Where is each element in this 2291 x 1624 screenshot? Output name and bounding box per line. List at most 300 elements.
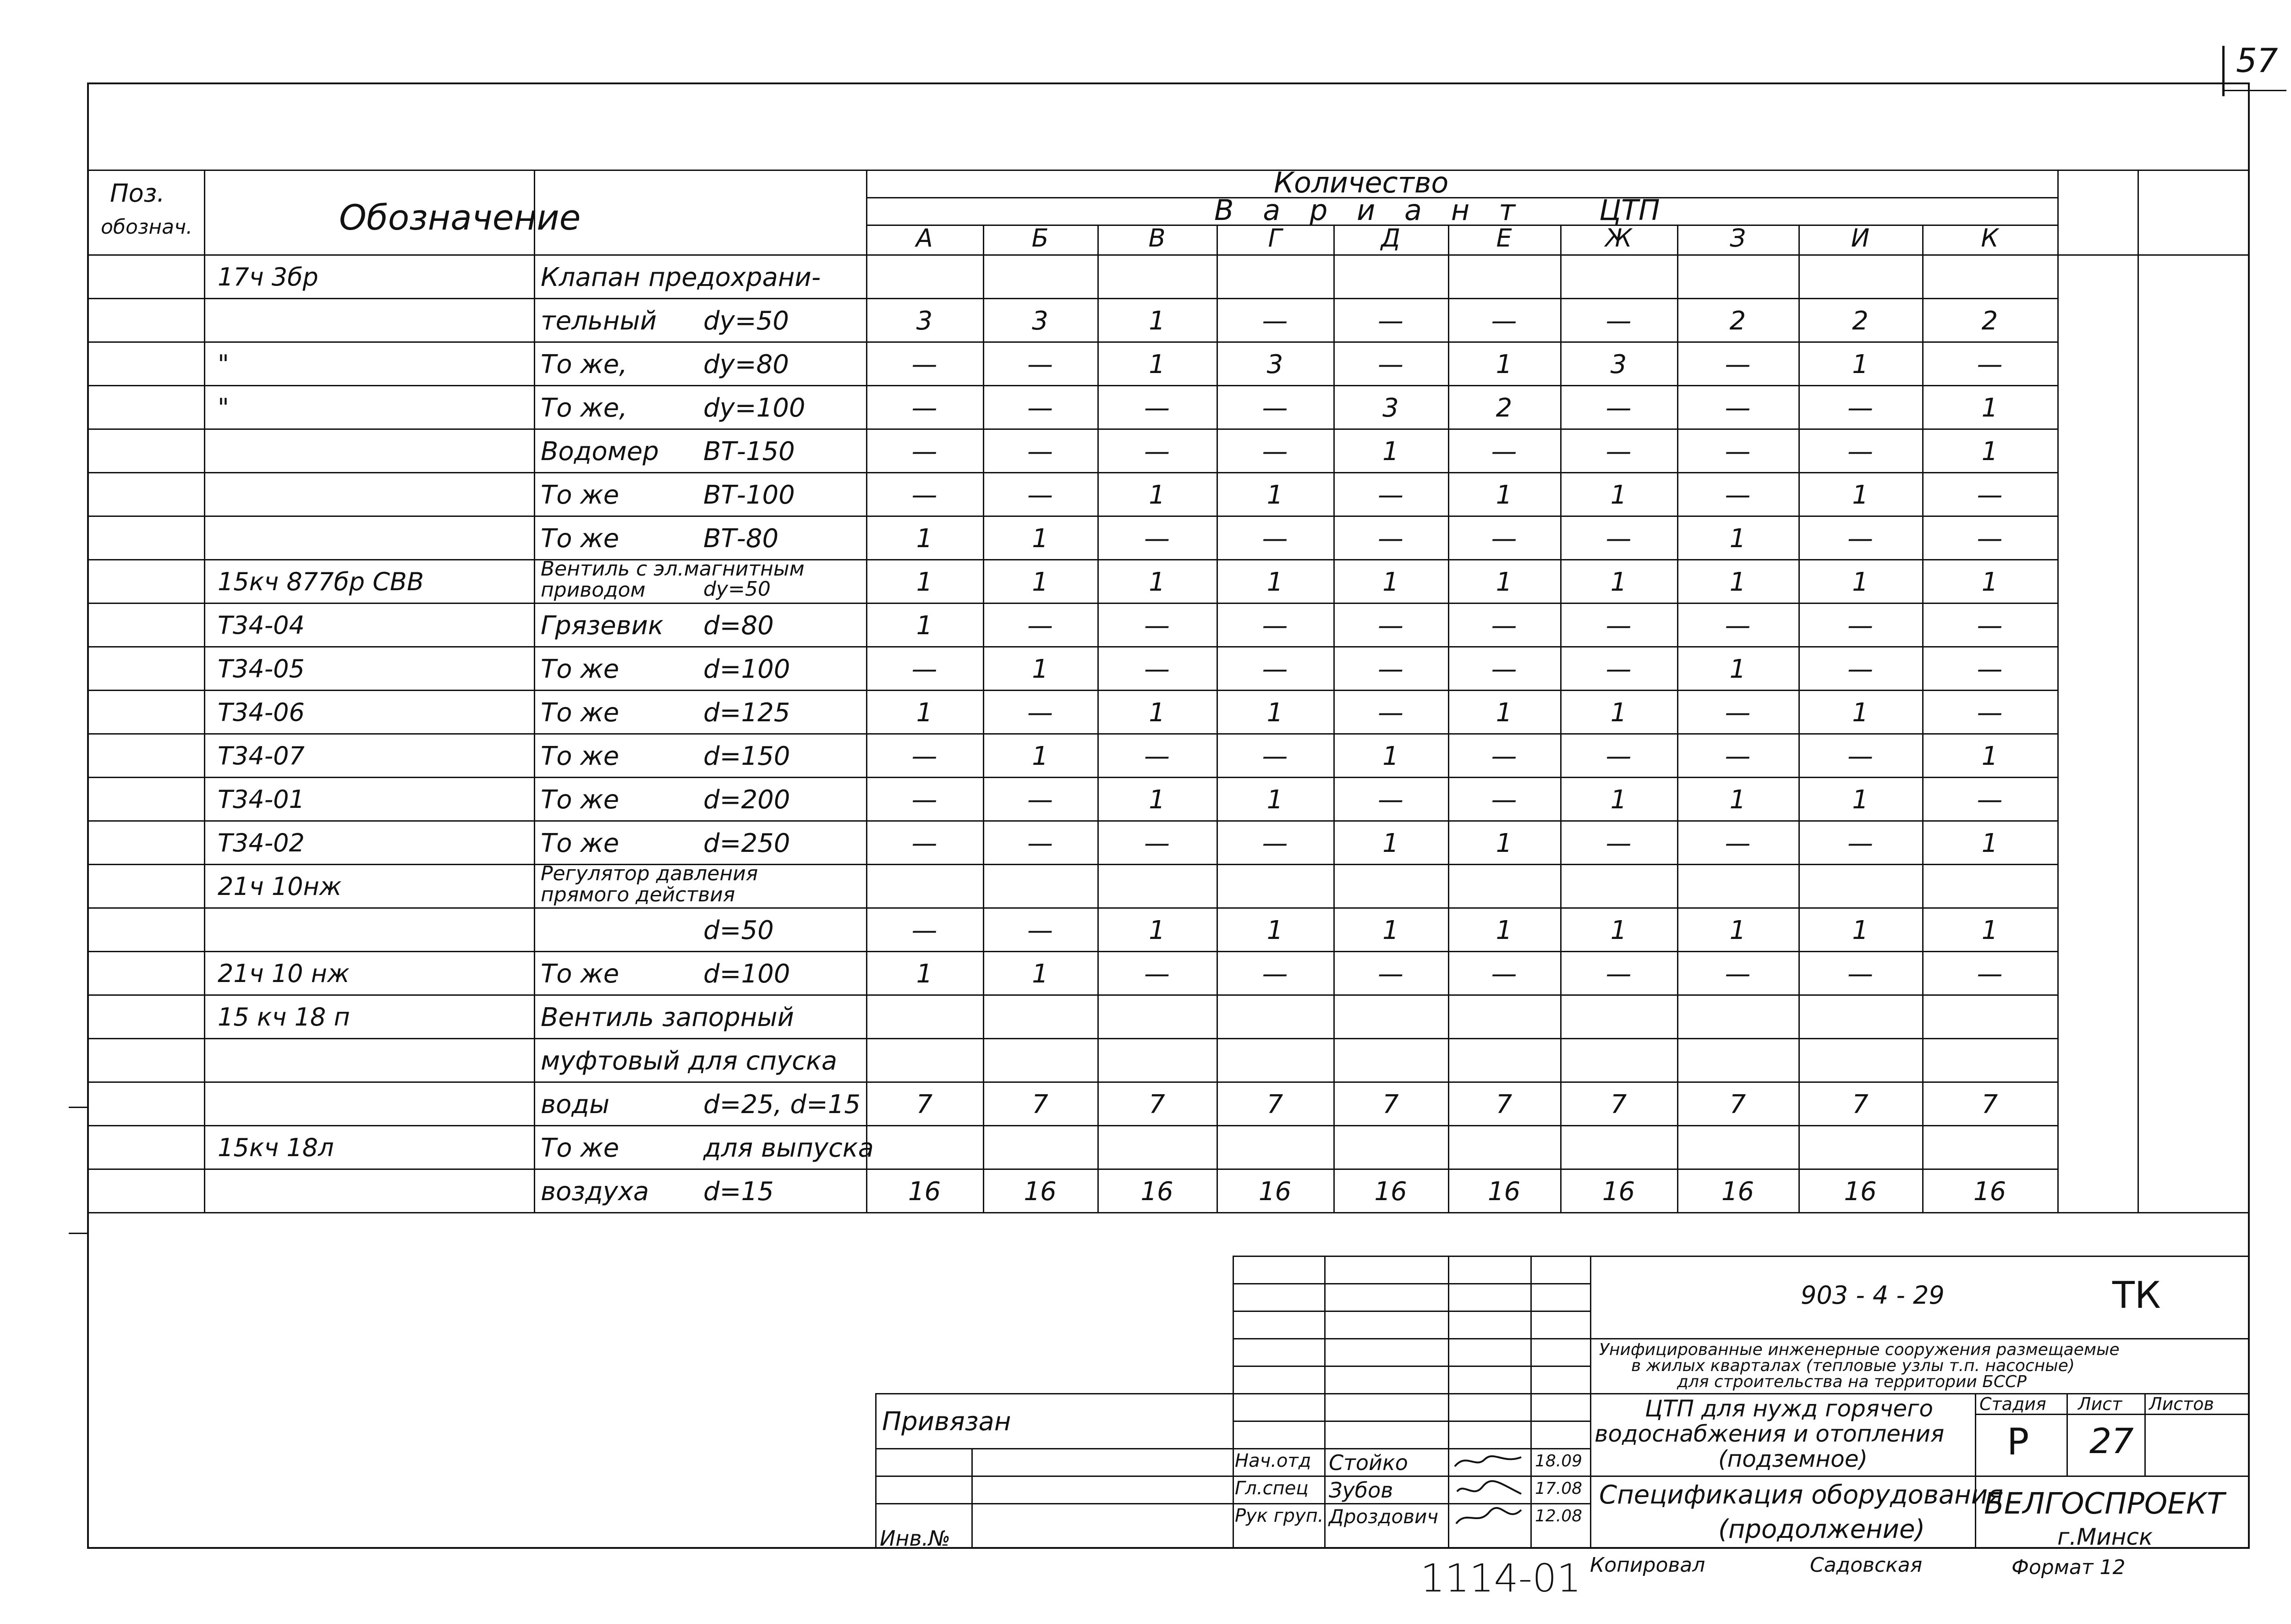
organization: БЕЛГОСПРОЕКТ — [1984, 1487, 2225, 1521]
table-row — [87, 559, 2057, 603]
sheets-label: Листов — [2149, 1394, 2214, 1414]
table-row — [87, 820, 2057, 864]
row-spec: dу=80 — [703, 350, 789, 379]
quantity-cell: 16 — [1602, 1177, 1635, 1207]
quantity-cell: — — [1378, 785, 1403, 815]
title-block — [87, 1256, 2250, 1549]
tb-line — [1233, 1366, 1590, 1367]
quantity-cell: — — [1378, 306, 1403, 336]
table-row — [87, 777, 2057, 820]
table-row — [87, 472, 2057, 516]
quantity-cell: — — [1491, 306, 1517, 336]
quantity-cell: 7 — [1496, 1090, 1513, 1119]
table-row — [87, 864, 2057, 907]
quantity-cell: 16 — [1487, 1177, 1521, 1207]
quantity-cell: 7 — [1852, 1090, 1869, 1119]
object-line-2: водоснабжения и отопления — [1595, 1421, 1945, 1447]
quantity-cell: 1 — [1852, 916, 1869, 945]
quantity-cell: 16 — [1973, 1177, 2006, 1207]
quantity-cell: — — [911, 393, 937, 423]
quantity-cell: — — [1027, 350, 1053, 379]
tb-line — [1233, 1393, 1590, 1394]
quantity-cell: 1 — [1852, 480, 1869, 510]
quantity-cell: — — [911, 916, 937, 945]
quantity-cell: 1 — [1852, 698, 1869, 728]
row-name: То же — [541, 698, 619, 728]
quantity-cell: 7 — [1032, 1090, 1048, 1119]
table-row — [87, 646, 2057, 690]
tb-line — [1233, 1448, 1590, 1449]
header-quantity: Количество — [1274, 166, 1449, 199]
bound-label: Привязан — [882, 1407, 1011, 1437]
row-name: То же — [541, 654, 619, 684]
quantity-cell: 2 — [1981, 306, 1998, 336]
quantity-cell: — — [1725, 698, 1751, 728]
quantity-cell: — — [1027, 698, 1053, 728]
quantity-cell: — — [1606, 306, 1632, 336]
role-1: Нач.отд — [1235, 1450, 1311, 1471]
row-position: 15кч 18л — [218, 1133, 334, 1162]
quantity-cell: — — [1027, 393, 1053, 423]
quantity-cell: 1 — [1729, 654, 1746, 684]
quantity-cell: — — [1262, 611, 1288, 641]
quantity-cell: 1 — [1382, 437, 1399, 466]
quantity-cell: — — [1847, 437, 1873, 466]
project-line-1: Унифицированные инженерные сооружения размещаемые — [1599, 1340, 2120, 1359]
quantity-cell: — — [1144, 393, 1170, 423]
quantity-cell: — — [1847, 393, 1873, 423]
row-name: воды — [541, 1090, 610, 1119]
row-name: Регулятор давления — [541, 862, 758, 885]
sheet-label: Лист — [2078, 1394, 2122, 1414]
quantity-cell: 1 — [1981, 741, 1998, 771]
quantity-cell: 1 — [916, 698, 933, 728]
row-position: 21ч 10 нж — [218, 959, 350, 988]
row-spec: для выпуска — [703, 1133, 874, 1163]
row-position: 15кч 877бр СВВ — [218, 567, 424, 596]
quantity-cell: 7 — [916, 1090, 933, 1119]
quantity-cell: 3 — [1610, 350, 1627, 379]
quantity-cell: 7 — [1382, 1090, 1399, 1119]
quantity-cell: — — [911, 654, 937, 684]
quantity-cell: — — [1725, 393, 1751, 423]
grid-column-line — [2057, 170, 2059, 1212]
quantity-cell: 1 — [916, 611, 933, 641]
table-row — [87, 1038, 2057, 1081]
quantity-cell: — — [1847, 524, 1873, 554]
stage-label: Стадия — [1979, 1394, 2046, 1414]
tb-line — [875, 1448, 1233, 1449]
quantity-cell: 1 — [1729, 567, 1746, 597]
row-name: Грязевик — [541, 611, 663, 641]
tb-line — [1590, 1338, 2250, 1339]
quantity-cell: 16 — [1721, 1177, 1754, 1207]
quantity-cell: — — [1144, 611, 1170, 641]
variant-header-8: З — [1730, 224, 1746, 252]
city: г.Минск — [2057, 1524, 2153, 1550]
quantity-cell: 16 — [1258, 1177, 1292, 1207]
quantity-cell: — — [1847, 741, 1873, 771]
table-row — [87, 254, 2057, 298]
quantity-cell: — — [1491, 959, 1517, 989]
quantity-cell: — — [1027, 785, 1053, 815]
quantity-cell: — — [1847, 654, 1873, 684]
quantity-cell: — — [1977, 959, 2003, 989]
quantity-cell: 1 — [1610, 785, 1627, 815]
quantity-cell: — — [1027, 437, 1053, 466]
quantity-cell: — — [1725, 480, 1751, 510]
row-position: Т34-07 — [218, 741, 305, 770]
quantity-cell: 1 — [1149, 567, 1165, 597]
quantity-cell: — — [1847, 959, 1873, 989]
sheet-title-1: Спецификация оборудования — [1599, 1480, 2003, 1510]
quantity-cell: — — [1027, 916, 1053, 945]
sheet-title-2: (продолжение) — [1718, 1514, 1925, 1544]
quantity-cell: — — [1606, 437, 1632, 466]
signature-2 — [1452, 1478, 1526, 1501]
table-row — [87, 994, 2057, 1038]
row-name: воздуха — [541, 1177, 649, 1207]
tb-line — [1448, 1256, 1449, 1549]
tb-line — [2144, 1393, 2146, 1476]
specification-table — [87, 166, 2250, 1210]
row-name-2: прямого действия — [541, 883, 735, 906]
tb-line — [2066, 1393, 2068, 1476]
variant-header-6: Е — [1496, 224, 1512, 252]
quantity-cell: 7 — [1266, 1090, 1283, 1119]
tb-line — [875, 1476, 1233, 1477]
role-2: Гл.спец — [1235, 1478, 1309, 1499]
tb-line — [875, 1503, 1233, 1504]
quantity-cell: — — [1725, 350, 1751, 379]
quantity-cell: — — [1378, 654, 1403, 684]
row-name: То же — [541, 1133, 619, 1163]
quantity-cell: 16 — [1024, 1177, 1057, 1207]
table-row — [87, 428, 2057, 472]
table-row — [87, 1169, 2057, 1212]
quantity-cell: 7 — [1981, 1090, 1998, 1119]
row-spec: d=250 — [703, 828, 790, 858]
row-name: То же — [541, 828, 619, 858]
quantity-cell: — — [1977, 350, 2003, 379]
row-name: муфтовый для спуска — [541, 1046, 838, 1076]
row-position: 17ч 3бр — [218, 263, 318, 291]
quantity-cell: 1 — [1610, 916, 1627, 945]
tb-line — [875, 1393, 1233, 1394]
quantity-cell: — — [1144, 654, 1170, 684]
quantity-cell: 1 — [1981, 828, 1998, 858]
quantity-cell: — — [1977, 611, 2003, 641]
margin-tick — [69, 1107, 87, 1108]
header-variant: В а р и а н т — [1214, 193, 1526, 227]
row-spec: ВТ-80 — [703, 524, 779, 554]
tb-line — [1590, 1256, 1591, 1549]
quantity-cell: — — [1977, 480, 2003, 510]
quantity-cell: 1 — [1382, 741, 1399, 771]
quantity-cell: 2 — [1852, 306, 1869, 336]
tb-line — [1233, 1283, 1590, 1284]
quantity-cell: — — [911, 828, 937, 858]
variant-header-7: Ж — [1605, 224, 1632, 252]
quantity-cell: — — [1606, 741, 1632, 771]
quantity-cell: 2 — [1729, 306, 1746, 336]
quantity-cell: 1 — [1981, 567, 1998, 597]
quantity-cell: 16 — [1374, 1177, 1407, 1207]
row-position: Т34-04 — [218, 611, 305, 640]
quantity-cell: — — [1491, 524, 1517, 554]
quantity-cell: — — [1606, 393, 1632, 423]
quantity-cell: — — [1262, 524, 1288, 554]
quantity-cell: 16 — [908, 1177, 941, 1207]
header-ctp: ЦТП — [1599, 193, 1660, 227]
quantity-cell: 1 — [916, 524, 933, 554]
quantity-cell: 7 — [1729, 1090, 1746, 1119]
variant-header-2: Б — [1031, 224, 1049, 252]
quantity-cell: — — [1378, 524, 1403, 554]
table-row — [87, 907, 2057, 951]
row-position: 21ч 10нж — [218, 872, 342, 901]
quantity-cell: — — [1977, 654, 2003, 684]
quantity-cell: 7 — [1610, 1090, 1627, 1119]
signature-1 — [1452, 1450, 1526, 1473]
quantity-cell: — — [1725, 611, 1751, 641]
variant-header-1: А — [916, 224, 933, 252]
quantity-cell: 1 — [1032, 741, 1048, 771]
tb-line — [1233, 1503, 1590, 1504]
row-name: То же, — [541, 393, 627, 423]
project-line-3: для строительства на территории БССР — [1677, 1372, 2027, 1391]
quantity-cell: — — [1027, 611, 1053, 641]
quantity-cell: 1 — [1266, 567, 1283, 597]
quantity-cell: 1 — [1266, 698, 1283, 728]
row-spec: dу=50 — [703, 306, 789, 336]
quantity-cell: — — [1491, 437, 1517, 466]
quantity-cell: 1 — [1852, 785, 1869, 815]
row-spec: d=200 — [703, 785, 790, 815]
quantity-cell: — — [1262, 828, 1288, 858]
inventory-label: Инв.№ — [880, 1526, 951, 1551]
quantity-cell: — — [1144, 828, 1170, 858]
quantity-cell: — — [1491, 741, 1517, 771]
tb-line — [1233, 1256, 2250, 1257]
quantity-cell: 1 — [1496, 567, 1513, 597]
quantity-cell: — — [1725, 437, 1751, 466]
quantity-cell: — — [1378, 611, 1403, 641]
quantity-cell: 1 — [1981, 393, 1998, 423]
quantity-cell: 1 — [1981, 437, 1998, 466]
table-row — [87, 385, 2057, 428]
quantity-cell: — — [1262, 654, 1288, 684]
object-line-3: (подземное) — [1718, 1446, 1868, 1472]
row-name: То же — [541, 524, 619, 554]
header-designation: Обозначение — [339, 197, 581, 238]
header-pos-2: обознач. — [101, 215, 193, 239]
tb-line — [1233, 1256, 1234, 1549]
date-1: 18.09 — [1535, 1452, 1583, 1470]
quantity-cell: — — [1725, 741, 1751, 771]
quantity-cell: — — [1491, 785, 1517, 815]
quantity-cell: 16 — [1844, 1177, 1877, 1207]
quantity-cell: 1 — [1610, 480, 1627, 510]
row-spec: d=25, d=15 — [703, 1090, 861, 1119]
quantity-cell: — — [1606, 524, 1632, 554]
quantity-cell: — — [1262, 437, 1288, 466]
row-name: Клапан предохрани- — [541, 263, 821, 292]
quantity-cell: — — [1606, 654, 1632, 684]
table-bottom-line — [87, 1212, 2250, 1213]
table-row — [87, 516, 2057, 559]
quantity-cell: — — [1378, 480, 1403, 510]
row-spec: d=80 — [703, 611, 774, 641]
quantity-cell: 3 — [916, 306, 933, 336]
tb-line — [1324, 1256, 1326, 1549]
quantity-cell: — — [911, 350, 937, 379]
quantity-cell: — — [1262, 306, 1288, 336]
page-number: 57 — [2236, 41, 2278, 80]
quantity-cell: 1 — [1149, 698, 1165, 728]
quantity-cell: 1 — [1852, 350, 1869, 379]
quantity-cell: 1 — [1032, 567, 1048, 597]
tb-line — [1530, 1256, 1532, 1549]
quantity-cell: 1 — [1610, 567, 1627, 597]
format-label: Формат 12 — [2011, 1556, 2126, 1579]
row-name: Вентиль запорный — [541, 1003, 794, 1032]
stage-value: Р — [2007, 1421, 2029, 1463]
quantity-cell: 1 — [1610, 698, 1627, 728]
quantity-cell: 1 — [1266, 916, 1283, 945]
quantity-cell: — — [1847, 828, 1873, 858]
quantity-cell: 1 — [916, 959, 933, 989]
quantity-cell: 16 — [1140, 1177, 1173, 1207]
row-name: То же — [541, 959, 619, 989]
table-row — [87, 1081, 2057, 1125]
quantity-cell: 1 — [1981, 916, 1998, 945]
variant-header-9: И — [1851, 224, 1870, 252]
tb-line — [1233, 1338, 1590, 1339]
quantity-cell: 1 — [1729, 916, 1746, 945]
row-spec: ВТ-150 — [703, 437, 795, 466]
quantity-cell: 1 — [1382, 916, 1399, 945]
grid-column-line — [2138, 170, 2139, 1212]
row-spec: d=150 — [703, 741, 790, 771]
row-position: Т34-02 — [218, 828, 305, 857]
quantity-cell: — — [1378, 959, 1403, 989]
quantity-cell: 1 — [1496, 828, 1513, 858]
quantity-cell: 1 — [1382, 828, 1399, 858]
quantity-cell: 1 — [1149, 785, 1165, 815]
quantity-cell: 1 — [1032, 654, 1048, 684]
row-position: Т34-05 — [218, 654, 305, 683]
quantity-cell: — — [1606, 611, 1632, 641]
quantity-cell: — — [1606, 828, 1632, 858]
quantity-cell: — — [911, 480, 937, 510]
quantity-cell: 1 — [916, 567, 933, 597]
table-row — [87, 341, 2057, 385]
row-spec: d=15 — [703, 1177, 774, 1207]
row-name: То же — [541, 741, 619, 771]
quantity-cell: — — [1144, 524, 1170, 554]
quantity-cell: 1 — [1149, 306, 1165, 336]
row-position: " — [218, 393, 229, 422]
quantity-cell: — — [1725, 828, 1751, 858]
object-line-1: ЦТП для нужд горячего — [1645, 1395, 1933, 1422]
quantity-cell: — — [911, 437, 937, 466]
quantity-cell: 3 — [1032, 306, 1048, 336]
quantity-cell: — — [1491, 654, 1517, 684]
quantity-cell: 2 — [1496, 393, 1513, 423]
copier-name: Садовская — [1810, 1553, 1923, 1577]
quantity-cell: 3 — [1382, 393, 1399, 423]
name-1: Стойко — [1329, 1450, 1408, 1475]
row-position: 15 кч 18 п — [218, 1003, 350, 1031]
quantity-cell: — — [1606, 959, 1632, 989]
date-2: 17.08 — [1535, 1479, 1583, 1498]
table-row — [87, 733, 2057, 777]
quantity-cell: — — [1144, 741, 1170, 771]
row-position: Т34-06 — [218, 698, 305, 727]
quantity-cell: — — [1847, 611, 1873, 641]
quantity-cell: 1 — [1149, 916, 1165, 945]
quantity-cell: — — [1977, 785, 2003, 815]
stamp-number: 1114-01 — [1420, 1556, 1581, 1601]
project-line-2: в жилых кварталах (тепловые узлы т.п. насосные) — [1631, 1356, 2075, 1375]
quantity-cell: 1 — [1496, 350, 1513, 379]
tb-line — [1233, 1476, 1590, 1477]
quantity-cell: — — [1977, 698, 2003, 728]
name-3: Дроздович — [1329, 1505, 1439, 1528]
row-name: То же — [541, 480, 619, 510]
quantity-cell: — — [911, 785, 937, 815]
table-row — [87, 603, 2057, 646]
quantity-cell: 1 — [1032, 959, 1048, 989]
quantity-cell: — — [1144, 437, 1170, 466]
row-name: То же, — [541, 350, 627, 379]
quantity-cell: — — [1262, 393, 1288, 423]
quantity-cell: 3 — [1266, 350, 1283, 379]
table-row — [87, 298, 2057, 341]
quantity-cell: 1 — [1266, 785, 1283, 815]
sheet-value: 27 — [2089, 1421, 2134, 1461]
margin-tick — [69, 1233, 87, 1234]
quantity-cell: — — [1262, 959, 1288, 989]
row-name-2: приводом — [541, 578, 646, 602]
variant-header-5: Д — [1381, 224, 1401, 252]
row-position: Т34-01 — [218, 785, 305, 814]
variant-header-4: Г — [1268, 224, 1282, 252]
quantity-cell: — — [1144, 959, 1170, 989]
doc-code: 903 - 4 - 29 — [1801, 1281, 1945, 1310]
name-2: Зубов — [1329, 1478, 1393, 1503]
quantity-cell: 1 — [1032, 524, 1048, 554]
row-position: " — [218, 350, 229, 379]
row-spec: d=100 — [703, 959, 790, 989]
variant-header-10: К — [1981, 224, 1999, 252]
table-row — [87, 690, 2057, 733]
tb-line — [1590, 1476, 2250, 1477]
quantity-cell: 1 — [1382, 567, 1399, 597]
quantity-cell: 1 — [1149, 480, 1165, 510]
quantity-cell: 1 — [1852, 567, 1869, 597]
quantity-cell: 1 — [1496, 480, 1513, 510]
tb-line — [971, 1448, 973, 1549]
row-name: тельный — [541, 306, 657, 336]
table-top-line — [87, 170, 2250, 171]
table-row — [87, 1125, 2057, 1169]
copied-label: Копировал — [1590, 1553, 1705, 1577]
row-name: Водомер — [541, 437, 659, 466]
tb-line — [875, 1393, 877, 1549]
date-3: 12.08 — [1535, 1507, 1583, 1525]
